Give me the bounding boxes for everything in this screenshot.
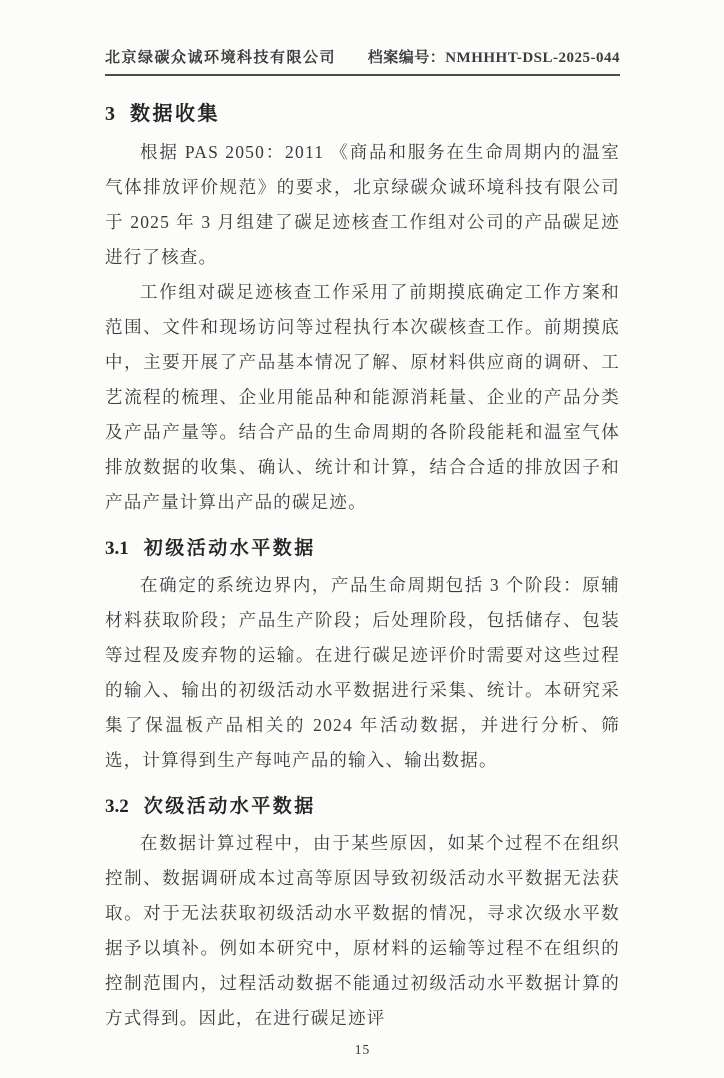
section-heading-3-2	[105, 791, 620, 818]
archive-number-label: 档案编号：	[367, 50, 446, 66]
paragraph-3-2: 工作组对碳足迹核查工作采用了前期摸底确定工作方案和范围、文件和现场访问等过程执行本次碳核查工作。前期摸底中，主要开展了产品基本情况了解、原材料供应商的调研、工艺流程的梳理、企业用能品种和能源消耗量、企业的产品分类及产品产量等。结合产品的生命周期的各阶段能耗和温室气体排放数据的收集、确认、统计和计算，结合合适的排放因子和产品产量计算出产品的碳足迹。	[105, 282, 620, 512]
section-number-3-1: 3.1	[105, 538, 129, 559]
paragraph-3-1-1: 在确定的系统边界内，产品生命周期包括 3 个阶段：原辅材料获取阶段；产品生产阶段；后处理阶段，包括储存、包装等过程及废弃物的运输。在进行碳足迹评价时需要对这些过程的输入、输出的初级活动水平数据进行采集、统计。本研究采集了保温板产品相关的 2024 年活动数据，并进行分析、筛选，计算得到生产每吨产品的输入、输出数据。	[105, 575, 620, 770]
page-number: 15	[354, 1042, 371, 1057]
archive-number	[368, 46, 620, 67]
archive-number-value: NMHHHT-DSL-2025-044	[445, 50, 620, 66]
page-footer	[105, 1042, 620, 1058]
section-number-3: 3	[105, 103, 115, 125]
section-heading-3-1	[105, 533, 620, 560]
paragraph-3-1: 根据 PAS 2050：2011 《商品和服务在生命周期内的温室气体排放评价规范》的要求，北京绿碳众诚环境科技有限公司于 2025 年 3 月组建了碳足迹核查工作组对公司的产品碳足迹进行了核查。	[105, 142, 620, 267]
section-number-3-2: 3.2	[105, 796, 129, 817]
section-title-3-1: 初级活动水平数据	[143, 538, 316, 559]
page-header	[105, 46, 620, 76]
section-heading-3	[105, 97, 620, 126]
section-title-3: 数据收集	[130, 103, 220, 125]
company-name: 北京绿碳众诚环境科技有限公司	[105, 50, 337, 66]
section-title-3-2: 次级活动水平数据	[143, 796, 316, 817]
paragraph-3-2-1: 在数据计算过程中，由于某些原因，如某个过程不在组织控制、数据调研成本过高等原因导致初级活动水平数据无法获取。对于无法获取初级活动水平数据的情况，寻求次级水平数据予以填补。例如本研究中，原材料的运输等过程不在组织的控制范围内，过程活动数据不能通过初级活动水平数据计算的方式得到。因此，在进行碳足迹评	[105, 833, 620, 1028]
